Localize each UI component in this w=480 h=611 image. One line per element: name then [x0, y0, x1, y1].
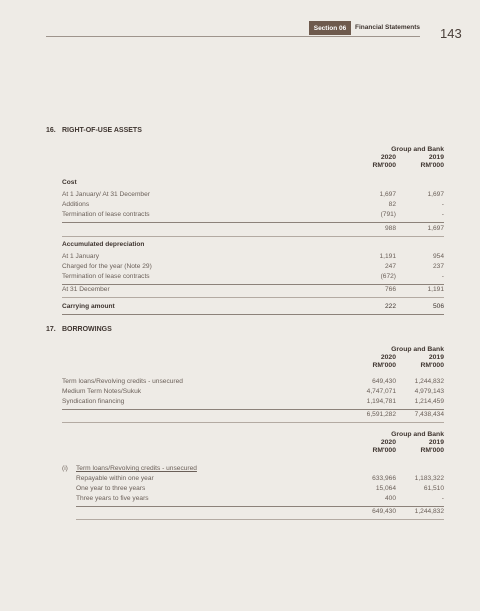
table-row: Termination of lease contracts (672) - [62, 273, 444, 280]
note-17-title: BORROWINGS [62, 326, 112, 333]
carrying-amount-row: Carrying amount 222 506 [62, 303, 444, 310]
divider [76, 519, 444, 520]
table-row: Three years to five years 400 - [76, 495, 444, 502]
divider [62, 314, 444, 315]
table-row: Additions 82 - [62, 201, 444, 208]
unit-2020-header: RM'000 [372, 447, 396, 454]
year-2020-header: 2020 [380, 354, 396, 361]
borrowings-total-row: 6,591,282 7,438,434 [366, 411, 444, 418]
table-row: Charged for the year (Note 29) 247 237 [62, 263, 444, 270]
divider [62, 409, 444, 410]
section-tab: Section 06 [309, 21, 351, 35]
note-16-title: RIGHT-OF-USE ASSETS [62, 127, 142, 134]
unit-2019-header: RM'000 [420, 162, 444, 169]
page-number: 143 [440, 26, 462, 41]
group-and-bank-label: Group and Bank [391, 146, 444, 153]
divider [76, 506, 444, 507]
divider [62, 222, 444, 223]
header-divider [46, 36, 420, 37]
table-subtitle: Term loans/Revolving credits - unsecured [76, 465, 197, 472]
table-row: Medium Term Notes/Sukuk 4,747,071 4,979,143 [62, 388, 444, 395]
section-title: Financial Statements [355, 24, 421, 31]
table-row: Term loans/Revolving credits - unsecured 649,430 1,244,832 [62, 378, 444, 385]
table-row: Syndication financing 1,194,781 1,214,459 [62, 398, 444, 405]
divider [62, 422, 444, 423]
year-2019-header: 2019 [428, 354, 444, 361]
cost-heading: Cost [62, 179, 77, 186]
unit-2020-header: RM'000 [372, 162, 396, 169]
divider [62, 297, 444, 298]
term-loans-total-row: 649,430 1,244,832 [372, 508, 444, 515]
year-2019-header: 2019 [428, 154, 444, 161]
depreciation-heading: Accumulated depreciation [62, 241, 145, 248]
year-2019-header: 2019 [428, 439, 444, 446]
divider [62, 284, 444, 285]
note-16-number: 16. [46, 127, 56, 134]
year-2020-header: 2020 [380, 439, 396, 446]
table-row: At 1 January/ At 31 December 1,697 1,697 [62, 191, 444, 198]
unit-2019-header: RM'000 [420, 362, 444, 369]
table-row: Repayable within one year 633,966 1,183,322 [76, 475, 444, 482]
table-row: At 1 January 1,191 954 [62, 253, 444, 260]
note-17-number: 17. [46, 326, 56, 333]
year-2020-header: 2020 [380, 154, 396, 161]
group-and-bank-label: Group and Bank [391, 346, 444, 353]
table-row: One year to three years 15,064 61,510 [76, 485, 444, 492]
table-row: Termination of lease contracts (791) - [62, 211, 444, 218]
depreciation-total-row: At 31 December 766 1,191 [62, 286, 444, 293]
unit-2019-header: RM'000 [420, 447, 444, 454]
divider [62, 236, 444, 237]
unit-2020-header: RM'000 [372, 362, 396, 369]
cost-total-row: 988 1,697 [384, 225, 444, 232]
roman-numeral-label: (i) [62, 465, 68, 472]
group-and-bank-label: Group and Bank [391, 431, 444, 438]
